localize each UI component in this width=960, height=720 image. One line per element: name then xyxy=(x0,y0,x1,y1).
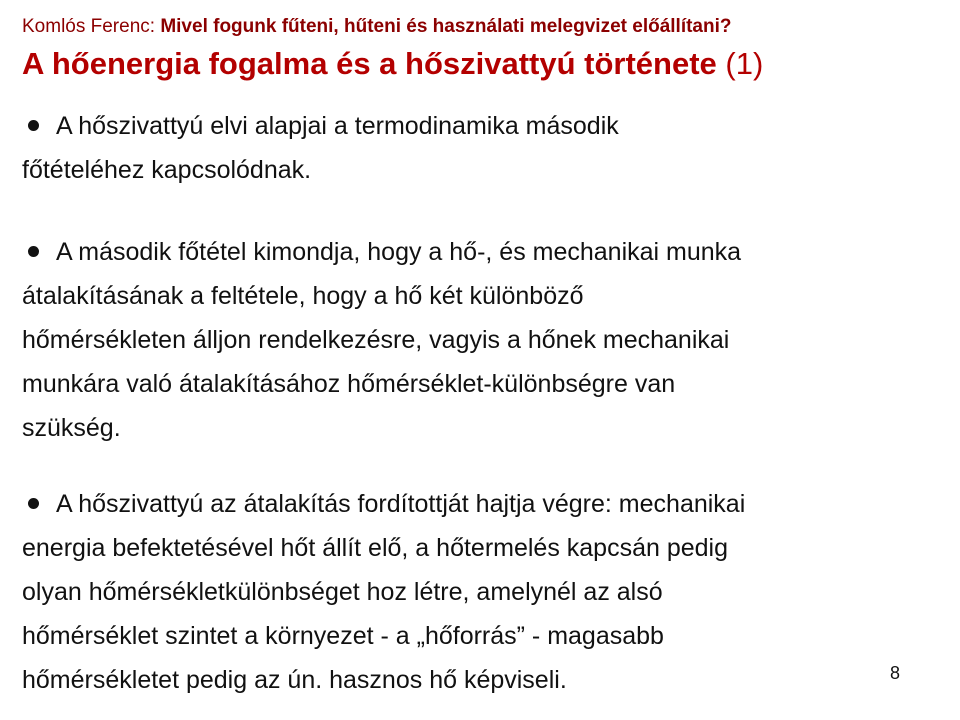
header-subtitle: Mivel fogunk fűteni, hűteni és használati melegvizet előállítani? xyxy=(160,16,732,37)
bullet-text: A második főtétel kimondja, hogy a hő-, és mechanikai munka xyxy=(56,238,742,266)
bullet-line: átalakításának a feltétele, hogy a hő két különböző xyxy=(22,282,584,310)
bullet-text: A hőszivattyú az átalakítás fordítottját hajtja végre: mechanikai xyxy=(56,490,746,518)
bullet-line: főtételéhez kapcsolódnak. xyxy=(22,156,312,184)
bullet-dot-icon xyxy=(28,498,39,509)
bullet-line: hőmérséklet szintet a környezet - a „hőforrás” - magasabb xyxy=(22,622,664,650)
bullet-2 xyxy=(22,230,942,450)
bullet-line: szükség. xyxy=(22,414,121,442)
bullet-line xyxy=(22,482,942,526)
bullet-dot-icon xyxy=(28,246,39,257)
bullet-1 xyxy=(22,104,942,192)
page-number: 8 xyxy=(890,663,901,683)
title-main: A hőenergia fogalma és a hőszivattyú története xyxy=(22,46,717,81)
bullet-line xyxy=(22,230,942,274)
bullet-line: hőmérsékletet pedig az ún. hasznos hő képviseli. xyxy=(22,666,567,694)
title-suffix: (1) xyxy=(725,46,764,81)
header-author: Komlós Ferenc: xyxy=(22,16,156,37)
bullet-line: munkára való átalakításához hőmérséklet-különbségre van xyxy=(22,370,676,398)
bullet-line: energia befektetésével hőt állít elő, a hőtermelés kapcsán pedig xyxy=(22,534,729,562)
bullet-3 xyxy=(22,482,942,702)
bullet-line xyxy=(22,104,942,148)
bullet-text: A hőszivattyú elvi alapjai a termodinamika második xyxy=(56,112,619,140)
bullet-line: hőmérsékleten álljon rendelkezésre, vagyis a hőnek mechanikai xyxy=(22,326,730,354)
bullet-line: olyan hőmérsékletkülönbséget hoz létre, amelynél az alsó xyxy=(22,578,663,606)
slide-title xyxy=(22,44,763,84)
bullet-dot-icon xyxy=(28,120,39,131)
slide-header xyxy=(22,14,732,40)
